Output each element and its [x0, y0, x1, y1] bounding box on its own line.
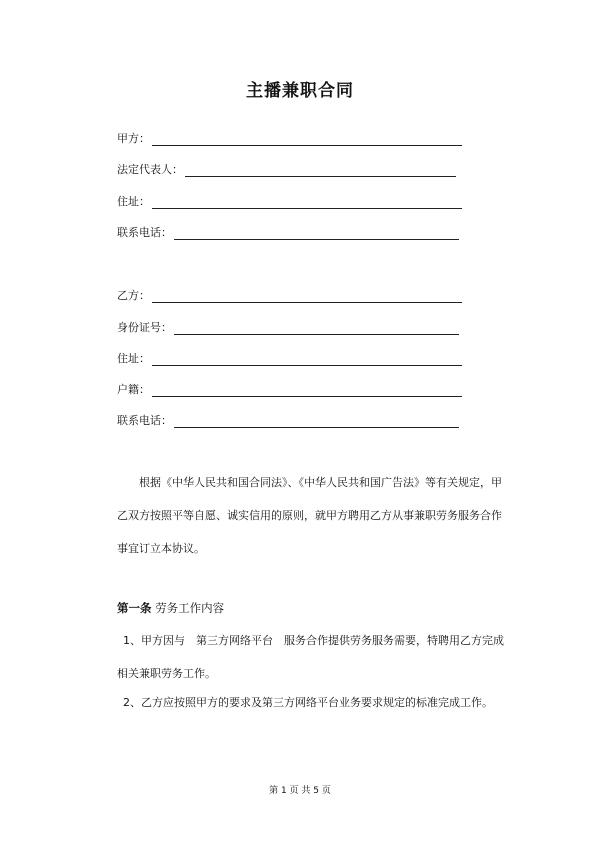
legal-rep-field — [117, 157, 456, 177]
blank-line — [152, 288, 462, 303]
blank-line — [185, 162, 456, 177]
blank-line — [174, 413, 459, 428]
party-b-phone-field — [117, 408, 459, 428]
field-label: 联系电话： — [117, 226, 172, 239]
page-number: 第 1 页 共 5 页 — [269, 786, 331, 796]
article-title: 劳务工作内容 — [155, 601, 225, 615]
field-label: 甲方： — [117, 132, 150, 145]
item-text: 2、乙方应按照甲方的要求及第三方网络平台业务要求规定的标准完成工作。 — [123, 696, 493, 709]
item-text: 1、甲方因与 第三方网络平台 服务合作提供劳务服务需要，特聘用乙方完成相关兼职劳务工作。 — [117, 634, 504, 680]
party-a-phone-field — [117, 220, 459, 240]
field-label: 身份证号： — [117, 321, 172, 334]
page-title: 主播兼职合同 — [246, 81, 354, 101]
blank-line — [152, 194, 462, 209]
blank-line — [152, 382, 462, 397]
party-b-address-field — [117, 346, 462, 366]
household-register-field — [117, 377, 462, 397]
id-number-field — [117, 315, 459, 335]
party-a-field — [117, 126, 462, 146]
party-b-field — [117, 283, 462, 303]
party-a-address-field — [117, 189, 462, 209]
field-label: 乙方： — [117, 289, 150, 302]
article-item-2 — [117, 686, 512, 719]
blank-line — [174, 225, 459, 240]
field-label: 户籍： — [117, 383, 150, 396]
article-number: 第一条 — [117, 601, 152, 615]
article-item-1 — [117, 624, 512, 690]
intro-paragraph — [117, 466, 512, 565]
blank-line — [152, 131, 462, 146]
field-label: 住址： — [117, 352, 150, 365]
blank-line — [152, 351, 462, 366]
article-heading — [117, 600, 224, 616]
blank-line — [174, 320, 459, 335]
field-label: 法定代表人： — [117, 163, 183, 176]
intro-text: 根据《中华人民共和国合同法》、《中华人民共和国广告法》等有关规定，甲乙双方按照平等自愿、诚实信用的原则，就甲方聘用乙方从事兼职劳务服务合作事宜订立本协议。 — [117, 476, 502, 555]
field-label: 住址： — [117, 195, 150, 208]
field-label: 联系电话： — [117, 414, 172, 427]
